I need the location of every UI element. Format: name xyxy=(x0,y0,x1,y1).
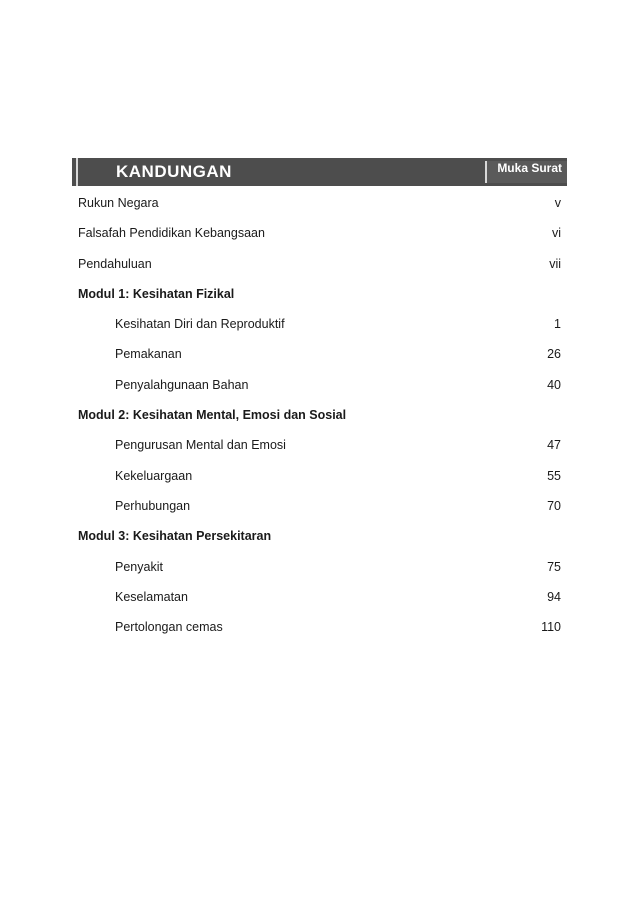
entry-page: 47 xyxy=(547,438,561,453)
toc-entry[interactable] xyxy=(72,459,567,489)
toc-header xyxy=(72,158,567,186)
entry-page: 110 xyxy=(541,620,561,635)
entry-page: v xyxy=(554,196,561,210)
module-label: Modul 2: Kesihatan Mental, Emosi dan Sosial xyxy=(78,408,347,423)
toc-module-heading[interactable] xyxy=(72,277,567,307)
entry-label: Pertolongan cemas xyxy=(115,620,223,635)
module-label: Modul 1: Kesihatan Fizikal xyxy=(78,286,235,301)
entry-label: Perhubungan xyxy=(115,498,191,513)
toc-entry[interactable] xyxy=(72,610,567,640)
entry-page: vii xyxy=(549,256,561,271)
entry-label: Keselamatan xyxy=(115,589,188,604)
toc-entry[interactable] xyxy=(72,580,567,610)
entry-page: 70 xyxy=(547,498,561,513)
entry-page: 94 xyxy=(547,589,561,604)
toc-entry[interactable] xyxy=(72,216,567,246)
entry-page: 55 xyxy=(547,468,561,483)
toc-entries xyxy=(72,186,567,640)
toc-entry[interactable] xyxy=(72,307,567,337)
entry-label: Rukun Negara xyxy=(78,196,159,210)
entry-label: Falsafah Pendidikan Kebangsaan xyxy=(78,226,265,241)
header-divider xyxy=(76,158,78,186)
entry-label: Kekeluargaan xyxy=(115,468,193,483)
entry-page: 40 xyxy=(547,377,561,392)
toc-entry[interactable] xyxy=(72,428,567,458)
entry-page: 1 xyxy=(554,317,561,332)
toc-entry[interactable] xyxy=(72,368,567,398)
toc-entry[interactable] xyxy=(72,247,567,277)
entry-label: Penyalahgunaan Bahan xyxy=(115,377,249,392)
page-column-label: Muka Surat xyxy=(497,161,562,175)
toc-module-heading[interactable] xyxy=(72,519,567,549)
toc-module-heading[interactable] xyxy=(72,398,567,428)
table-of-contents xyxy=(72,158,567,640)
entry-page: 26 xyxy=(547,347,561,362)
entry-page: 75 xyxy=(547,559,561,574)
toc-title: KANDUNGAN xyxy=(116,162,232,181)
entry-label: Kesihatan Diri dan Reproduktif xyxy=(115,317,285,332)
entry-label: Pemakanan xyxy=(115,347,182,362)
toc-entry[interactable] xyxy=(72,550,567,580)
entry-label: Pendahuluan xyxy=(78,256,152,271)
entry-label: Penyakit xyxy=(115,559,163,574)
toc-entry[interactable] xyxy=(72,186,567,216)
module-label: Modul 3: Kesihatan Persekitaran xyxy=(78,529,272,544)
toc-entry[interactable] xyxy=(72,337,567,367)
toc-entry[interactable] xyxy=(72,489,567,519)
entry-label: Pengurusan Mental dan Emosi xyxy=(115,438,286,453)
entry-page: vi xyxy=(551,226,561,241)
